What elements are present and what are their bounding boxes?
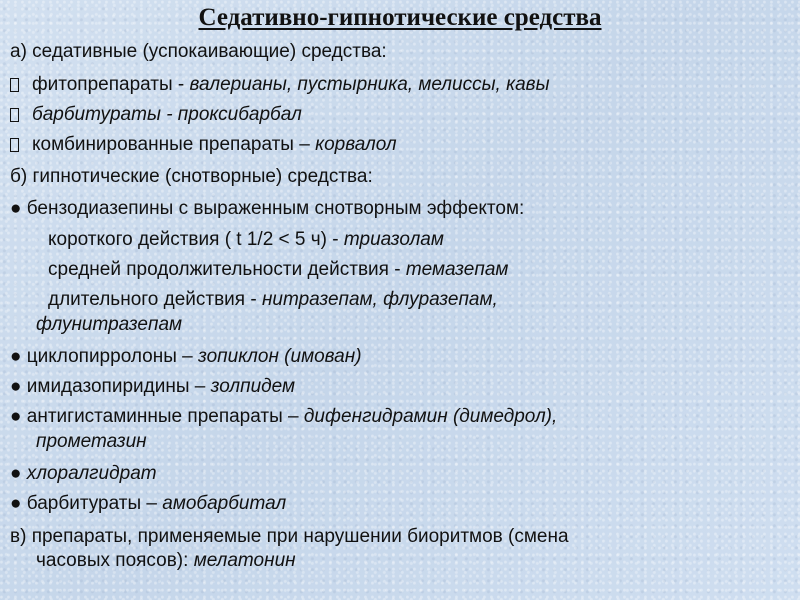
section-b-item-5 xyxy=(10,492,286,516)
item-italic: прометазин xyxy=(36,431,147,452)
section-a-item-1 xyxy=(10,73,550,97)
item-italic: амобарбитал xyxy=(162,493,287,514)
benzo-heading xyxy=(10,197,524,221)
bullet-icon: ● xyxy=(10,463,22,484)
item-italic: хлоралгидрат xyxy=(26,463,157,484)
benzo-sub-3-continuation xyxy=(36,313,182,337)
item-italic: барбитураты - проксибарбал xyxy=(32,104,302,125)
item-text: циклопирролоны – xyxy=(26,346,198,367)
sub-text: длительного действия - xyxy=(48,289,262,310)
missing-glyph-icon xyxy=(10,108,19,122)
benzo-sub-3 xyxy=(48,288,498,312)
section-b-item-4 xyxy=(10,462,157,486)
section-b-heading xyxy=(10,165,373,189)
missing-glyph-icon xyxy=(10,78,19,92)
section-c-text-2: часовых поясов): xyxy=(36,550,194,571)
section-b-item-3 xyxy=(10,405,557,429)
sub-text: короткого действия ( t 1/2 < 5 ч) - xyxy=(48,229,344,250)
bullet-icon: ● xyxy=(10,493,22,514)
item-text: фитопрепараты - xyxy=(32,74,190,95)
section-a-item-2 xyxy=(10,103,302,127)
section-a-item-3 xyxy=(10,133,397,157)
item-text: комбинированные препараты – xyxy=(32,134,316,155)
item-text: имидазопиридины – xyxy=(26,376,211,397)
slide-title: Седативно-гипнотические средства xyxy=(198,4,602,31)
section-b-item-3-continuation xyxy=(36,430,147,454)
item-text: барбитураты – xyxy=(26,493,163,514)
bullet-icon: ● xyxy=(10,198,22,219)
item-italic: золпидем xyxy=(210,376,296,397)
section-c-line-1 xyxy=(10,525,569,549)
section-b-item-1 xyxy=(10,345,362,369)
item-text: антигистаминные препараты – xyxy=(26,406,304,427)
bullet-icon: ● xyxy=(10,346,22,367)
section-a-heading-text: а) седативные (успокаивающие) средства: xyxy=(10,41,387,62)
sub-italic: нитразепам, флуразепам, xyxy=(261,289,498,310)
sub-text: средней продолжительности действия - xyxy=(48,259,406,280)
sub-italic: флунитразепам xyxy=(36,314,183,335)
section-b-item-2 xyxy=(10,375,295,399)
section-c-italic: мелатонин xyxy=(193,550,296,571)
missing-glyph-icon xyxy=(10,138,19,152)
section-c-line-2 xyxy=(36,549,296,573)
item-italic: зопиклон (имован) xyxy=(197,346,362,367)
item-italic: дифенгидрамин (димедрол), xyxy=(303,406,558,427)
item-italic: корвалол xyxy=(315,134,397,155)
item-italic: валерианы, пустырника, мелиссы, кавы xyxy=(189,74,550,95)
section-b-heading-text: б) гипнотические (снотворные) средства: xyxy=(10,166,373,187)
sub-italic: темазепам xyxy=(405,259,509,280)
sub-italic: триазолам xyxy=(343,229,444,250)
benzo-label: бензодиазепины с выраженным снотворным эффектом: xyxy=(26,198,525,219)
section-c-text-1: в) препараты, применяемые при нарушении биоритмов (смена xyxy=(10,526,569,547)
benzo-sub-2 xyxy=(48,258,508,282)
section-a-heading xyxy=(10,40,387,64)
bullet-icon: ● xyxy=(10,406,22,427)
bullet-icon: ● xyxy=(10,376,22,397)
benzo-sub-1 xyxy=(48,228,444,252)
